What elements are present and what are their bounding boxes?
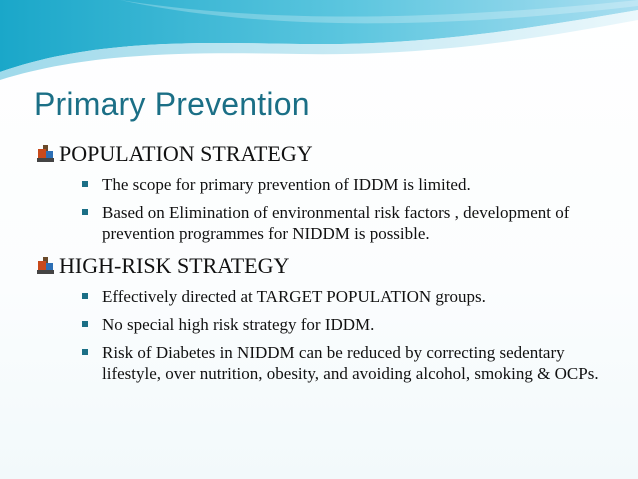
slide-title: Primary Prevention	[34, 86, 310, 122]
square-bullet-icon	[82, 321, 88, 327]
tree-bullet-icon	[36, 256, 55, 276]
square-bullet-icon	[82, 293, 88, 299]
list-item-text: Risk of Diabetes in NIDDM can be reduced by correcting sedentary lifestyle, over nutrition, obesity, and avoiding alcohol, smoking & OCPs.	[102, 343, 599, 383]
section-heading: POPULATION STRATEGY	[59, 141, 313, 166]
bullet-list	[36, 286, 616, 384]
section-high-risk-strategy	[36, 252, 616, 384]
section-heading: HIGH-RISK STRATEGY	[59, 253, 290, 278]
list-item-text: Effectively directed at TARGET POPULATION groups.	[102, 287, 486, 306]
list-item	[82, 202, 616, 244]
list-item-text: The scope for primary prevention of IDDM is limited.	[102, 175, 471, 194]
list-item	[82, 342, 616, 384]
square-bullet-icon	[82, 349, 88, 355]
section-heading-row	[36, 252, 616, 280]
bullet-list	[36, 174, 616, 244]
slide-content	[36, 140, 616, 391]
header-swoosh-decoration	[0, 0, 638, 90]
section-heading-row	[36, 140, 616, 168]
section-population-strategy	[36, 140, 616, 244]
tree-bullet-icon	[36, 144, 55, 164]
square-bullet-icon	[82, 181, 88, 187]
list-item	[82, 286, 616, 307]
square-bullet-icon	[82, 209, 88, 215]
list-item	[82, 174, 616, 195]
list-item-text: Based on Elimination of environmental risk factors , development of prevention programmes for NIDDM is possible.	[102, 203, 570, 243]
list-item-text: No special high risk strategy for IDDM.	[102, 315, 375, 334]
list-item	[82, 314, 616, 335]
